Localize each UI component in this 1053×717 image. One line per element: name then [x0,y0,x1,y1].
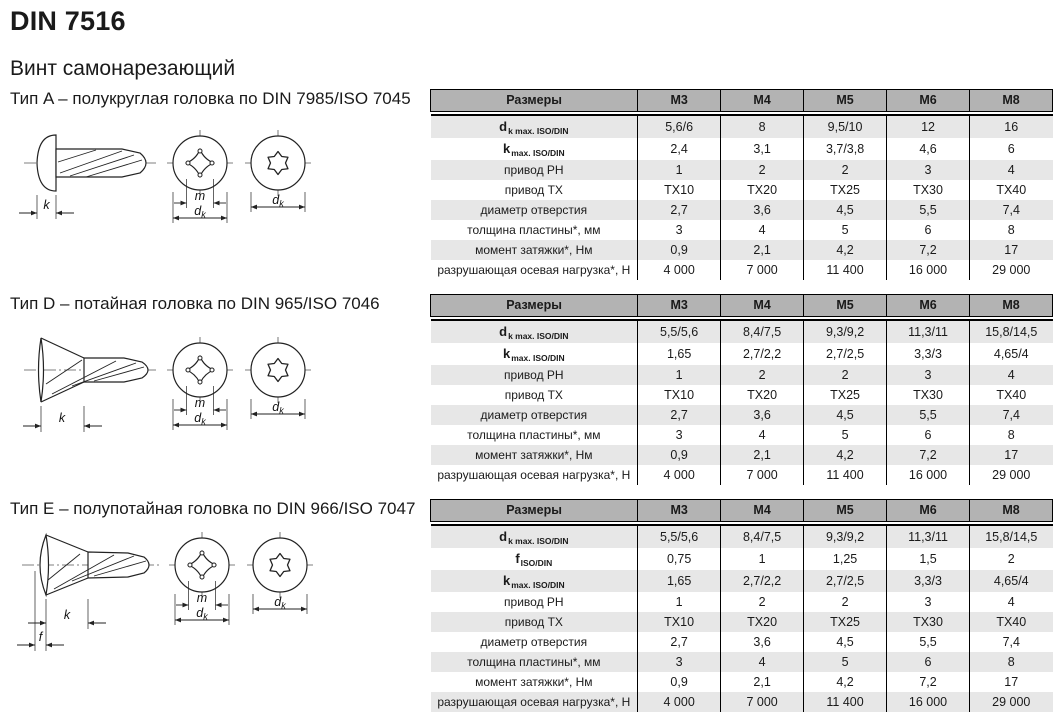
table-row [431,200,1053,220]
value-cell: 11 400 [804,465,887,485]
value-cell: 1,5 [887,548,970,570]
value-cell: 3 [638,652,721,672]
row-label: диаметр отверстия [480,634,588,649]
col-header-M6: M6 [887,500,970,522]
value-cell: 0,9 [638,445,721,465]
col-header-M3: M3 [638,295,721,317]
value-cell: 4,5 [804,200,887,220]
row-label: момент затяжки*, Нм [431,445,638,465]
dim-label-dk: $d_k$ [274,595,286,611]
row-label: толщина пластины*, мм [467,222,601,237]
dim-label-k: k [63,608,71,622]
value-cell: 7 000 [721,692,804,712]
page-subtitle: Винт самонарезающий [10,57,236,80]
section-heading-type-a: Тип A – полукруглая головка по DIN 7985/ISO 7045 [10,89,411,108]
row-label: толщина пластины*, мм [467,427,601,442]
table-row [431,445,1053,465]
value-cell: 4,5 [804,405,887,425]
table-row [431,612,1053,632]
value-cell: TX10 [638,385,721,405]
value-cell: 3,3/3 [887,570,970,592]
value-cell: 8 [970,220,1053,240]
value-cell: TX30 [887,612,970,632]
value-cell: TX20 [721,385,804,405]
type-e-screw-drawing [10,525,340,675]
value-cell: TX25 [804,612,887,632]
value-cell: 3 [887,592,970,612]
value-cell: 2 [970,548,1053,570]
value-cell: 1 [638,592,721,612]
value-cell: 3 [638,425,721,445]
value-cell: TX10 [638,180,721,200]
row-label: $d_{k max. ISO/DIN}$ [431,115,638,138]
type-a-screw-drawing [10,115,340,227]
value-cell: 29 000 [970,260,1053,280]
value-cell: 4,2 [804,672,887,692]
din-table-type-a [430,89,1053,280]
section-type-e [10,499,1053,712]
row-label: привод PH [431,365,638,385]
value-cell: 4,2 [804,445,887,465]
row-label: привод PH [431,160,638,180]
value-cell: 0,9 [638,672,721,692]
value-cell: 2,7 [638,405,721,425]
value-cell: TX30 [887,180,970,200]
dim-label-k: k [43,198,50,212]
row-label: диаметр отверстия [431,405,638,425]
torx-recess-view [245,130,311,212]
value-cell: 5 [804,652,887,672]
value-cell: 3,1 [721,138,804,160]
type-d-screw-drawing [10,320,340,442]
row-label: толщина пластины*, мм [431,652,638,672]
value-cell: 7,4 [970,200,1053,220]
value-cell: 2,7/2,5 [804,343,887,365]
value-cell: 8 [970,425,1053,445]
value-cell: TX40 [970,180,1053,200]
table-row [431,692,1053,712]
row-label: привод TX [431,612,638,632]
phillips-recess-view [167,130,233,223]
value-cell: 7,2 [887,240,970,260]
row-label: $k_{max. ISO/DIN}$ [503,140,565,158]
value-cell: 4 [970,365,1053,385]
value-cell: 2,1 [721,240,804,260]
table-row [431,405,1053,425]
value-cell: 17 [970,672,1053,692]
value-cell: 1 [638,365,721,385]
dim-label-m: m [194,396,206,410]
dim-label-dk: $d_k$ [194,204,206,220]
value-cell: 29 000 [970,465,1053,485]
value-cell: 4 [721,652,804,672]
value-cell: 5,5 [887,405,970,425]
col-header-M5: M5 [804,90,887,112]
value-cell: 2,1 [721,672,804,692]
value-cell: 2 [804,365,887,385]
value-cell: 7 000 [721,465,804,485]
value-cell: 6 [970,138,1053,160]
value-cell: 11,3/11 [887,320,970,343]
col-header-M5: M5 [804,295,887,317]
table-row [431,632,1053,652]
phillips-recess-view [167,337,233,430]
value-cell: 5,5/5,6 [638,320,721,343]
value-cell: 4 [970,160,1053,180]
value-cell: 6 [887,652,970,672]
value-cell: 2,7 [638,200,721,220]
row-label: разрушающая осевая нагрузка*, Н [431,692,638,712]
table-row [431,365,1053,385]
col-header-M5: M5 [804,500,887,522]
value-cell: 16 000 [887,692,970,712]
value-cell: 4 [721,220,804,240]
table-row [431,240,1053,260]
table-row [431,525,1053,548]
raised-countersunk-head-side-view [17,535,160,651]
value-cell: TX20 [721,612,804,632]
row-label: момент затяжки*, Нм [475,674,593,689]
table-row [431,425,1053,445]
page-title: DIN 7516 [10,6,126,36]
value-cell: 9,3/9,2 [804,320,887,343]
table-row [431,385,1053,405]
row-label: разрушающая осевая нагрузка*, Н [437,467,631,482]
table-row [431,465,1053,485]
value-cell: 15,8/14,5 [970,525,1053,548]
phillips-recess-view [169,532,235,625]
col-header-M4: M4 [721,295,804,317]
value-cell: 3,6 [721,200,804,220]
value-cell: 2 [721,592,804,612]
row-label: привод TX [504,387,563,402]
torx-recess-view [247,532,313,614]
value-cell: 3 [638,220,721,240]
value-cell: 5 [804,425,887,445]
value-cell: 7,4 [970,405,1053,425]
table-row [431,260,1053,280]
section-type-a [10,89,1053,280]
value-cell: 3,7/3,8 [804,138,887,160]
value-cell: 3 [887,365,970,385]
row-label: диаметр отверстия [431,200,638,220]
value-cell: 11,3/11 [887,525,970,548]
table-header-row [431,295,1053,317]
value-cell: 4 000 [638,465,721,485]
row-label: $d_{k max. ISO/DIN}$ [431,525,638,548]
value-cell: 9,3/9,2 [804,525,887,548]
col-header-sizes: Размеры [431,90,638,112]
row-label: $k_{max. ISO/DIN}$ [503,345,565,363]
value-cell: 6 [887,220,970,240]
col-header-M8: M8 [970,500,1053,522]
value-cell: 2 [804,592,887,612]
value-cell: 2,7/2,5 [804,570,887,592]
value-cell: 4 [721,425,804,445]
value-cell: 3,6 [721,405,804,425]
table-row [431,652,1053,672]
row-label: разрушающая осевая нагрузка*, Н [437,262,631,277]
table-row [431,138,1053,160]
value-cell: 4 000 [638,692,721,712]
dim-label-k: k [58,411,66,425]
value-cell: TX25 [804,385,887,405]
value-cell: 2,4 [638,138,721,160]
value-cell: 1,65 [638,343,721,365]
section-type-d [10,294,1053,485]
row-label: $d_{k max. ISO/DIN}$ [431,320,638,343]
value-cell: TX30 [887,385,970,405]
col-header-M6: M6 [887,90,970,112]
table-row [431,320,1053,343]
torx-recess-view [245,337,311,419]
value-cell: 4,5 [804,632,887,652]
col-header-sizes: Размеры [431,500,638,522]
dim-label-dk: $d_k$ [196,606,208,622]
value-cell: 0,75 [638,548,721,570]
value-cell: 12 [887,115,970,138]
row-label: $k_{max. ISO/DIN}$ [431,570,638,592]
value-cell: 2 [721,365,804,385]
value-cell: 6 [887,425,970,445]
value-cell: 4,65/4 [970,343,1053,365]
col-header-M4: M4 [721,500,804,522]
value-cell: 2,7 [638,632,721,652]
table-row [431,570,1053,592]
section-heading-type-d: Тип D – потайная головка по DIN 965/ISO 7046 [10,294,380,313]
value-cell: 29 000 [970,692,1053,712]
value-cell: TX40 [970,612,1053,632]
value-cell: 4,6 [887,138,970,160]
value-cell: 7,2 [887,445,970,465]
dim-label-m: m [196,591,208,605]
value-cell: 2,7/2,2 [721,343,804,365]
pan-head-side-view [19,135,156,219]
value-cell: 1 [638,160,721,180]
din-table-type-e [430,499,1053,712]
value-cell: 7 000 [721,260,804,280]
dim-label-dk: $d_k$ [194,411,206,427]
value-cell: 17 [970,445,1053,465]
value-cell: 17 [970,240,1053,260]
value-cell: 5 [804,220,887,240]
col-header-M8: M8 [970,90,1053,112]
table-row [431,115,1053,138]
value-cell: 3 [887,160,970,180]
col-header-M6: M6 [887,295,970,317]
row-label: привод PH [504,594,564,609]
value-cell: TX40 [970,385,1053,405]
value-cell: 4,65/4 [970,570,1053,592]
table-row [431,160,1053,180]
value-cell: 8,4/7,5 [721,525,804,548]
value-cell: 8,4/7,5 [721,320,804,343]
col-header-M3: M3 [638,90,721,112]
value-cell: 15,8/14,5 [970,320,1053,343]
value-cell: TX10 [638,612,721,632]
value-cell: 5,5 [887,200,970,220]
value-cell: 2 [721,160,804,180]
dim-label-dk: $d_k$ [272,193,284,209]
table-row [431,548,1053,570]
value-cell: 3,6 [721,632,804,652]
dim-label-f: f [38,630,43,644]
value-cell: 1,65 [638,570,721,592]
din-table-type-d [430,294,1053,485]
value-cell: 11 400 [804,692,887,712]
value-cell: 5,5 [887,632,970,652]
value-cell: 4 [970,592,1053,612]
value-cell: 7,4 [970,632,1053,652]
dim-label-dk: $d_k$ [272,400,284,416]
col-header-M8: M8 [970,295,1053,317]
table-row [431,592,1053,612]
col-header-M4: M4 [721,90,804,112]
table-header-row [431,90,1053,112]
row-label: момент затяжки*, Нм [431,240,638,260]
value-cell: 16 000 [887,465,970,485]
row-label: привод TX [504,182,563,197]
col-header-sizes: Размеры [431,295,638,317]
value-cell: 2 [804,160,887,180]
value-cell: 3,3/3 [887,343,970,365]
table-header-row [431,500,1053,522]
value-cell: 1,25 [804,548,887,570]
value-cell: 9,5/10 [804,115,887,138]
value-cell: 11 400 [804,260,887,280]
col-header-M3: M3 [638,500,721,522]
value-cell: 2,1 [721,445,804,465]
value-cell: 16 000 [887,260,970,280]
value-cell: 8 [721,115,804,138]
countersunk-head-side-view [23,338,158,432]
value-cell: 1 [721,548,804,570]
table-row [431,220,1053,240]
value-cell: 16 [970,115,1053,138]
value-cell: 5,6/6 [638,115,721,138]
value-cell: TX20 [721,180,804,200]
value-cell: 8 [970,652,1053,672]
value-cell: 4 000 [638,260,721,280]
row-label: $f_{ISO/DIN}$ [515,550,553,568]
value-cell: 2,7/2,2 [721,570,804,592]
table-row [431,343,1053,365]
section-heading-type-e: Тип E – полупотайная головка по DIN 966/ISO 7047 [10,499,416,518]
value-cell: 5,5/5,6 [638,525,721,548]
value-cell: TX25 [804,180,887,200]
value-cell: 7,2 [887,672,970,692]
table-row [431,180,1053,200]
table-row [431,672,1053,692]
value-cell: 4,2 [804,240,887,260]
dim-label-m: m [194,189,206,203]
value-cell: 0,9 [638,240,721,260]
